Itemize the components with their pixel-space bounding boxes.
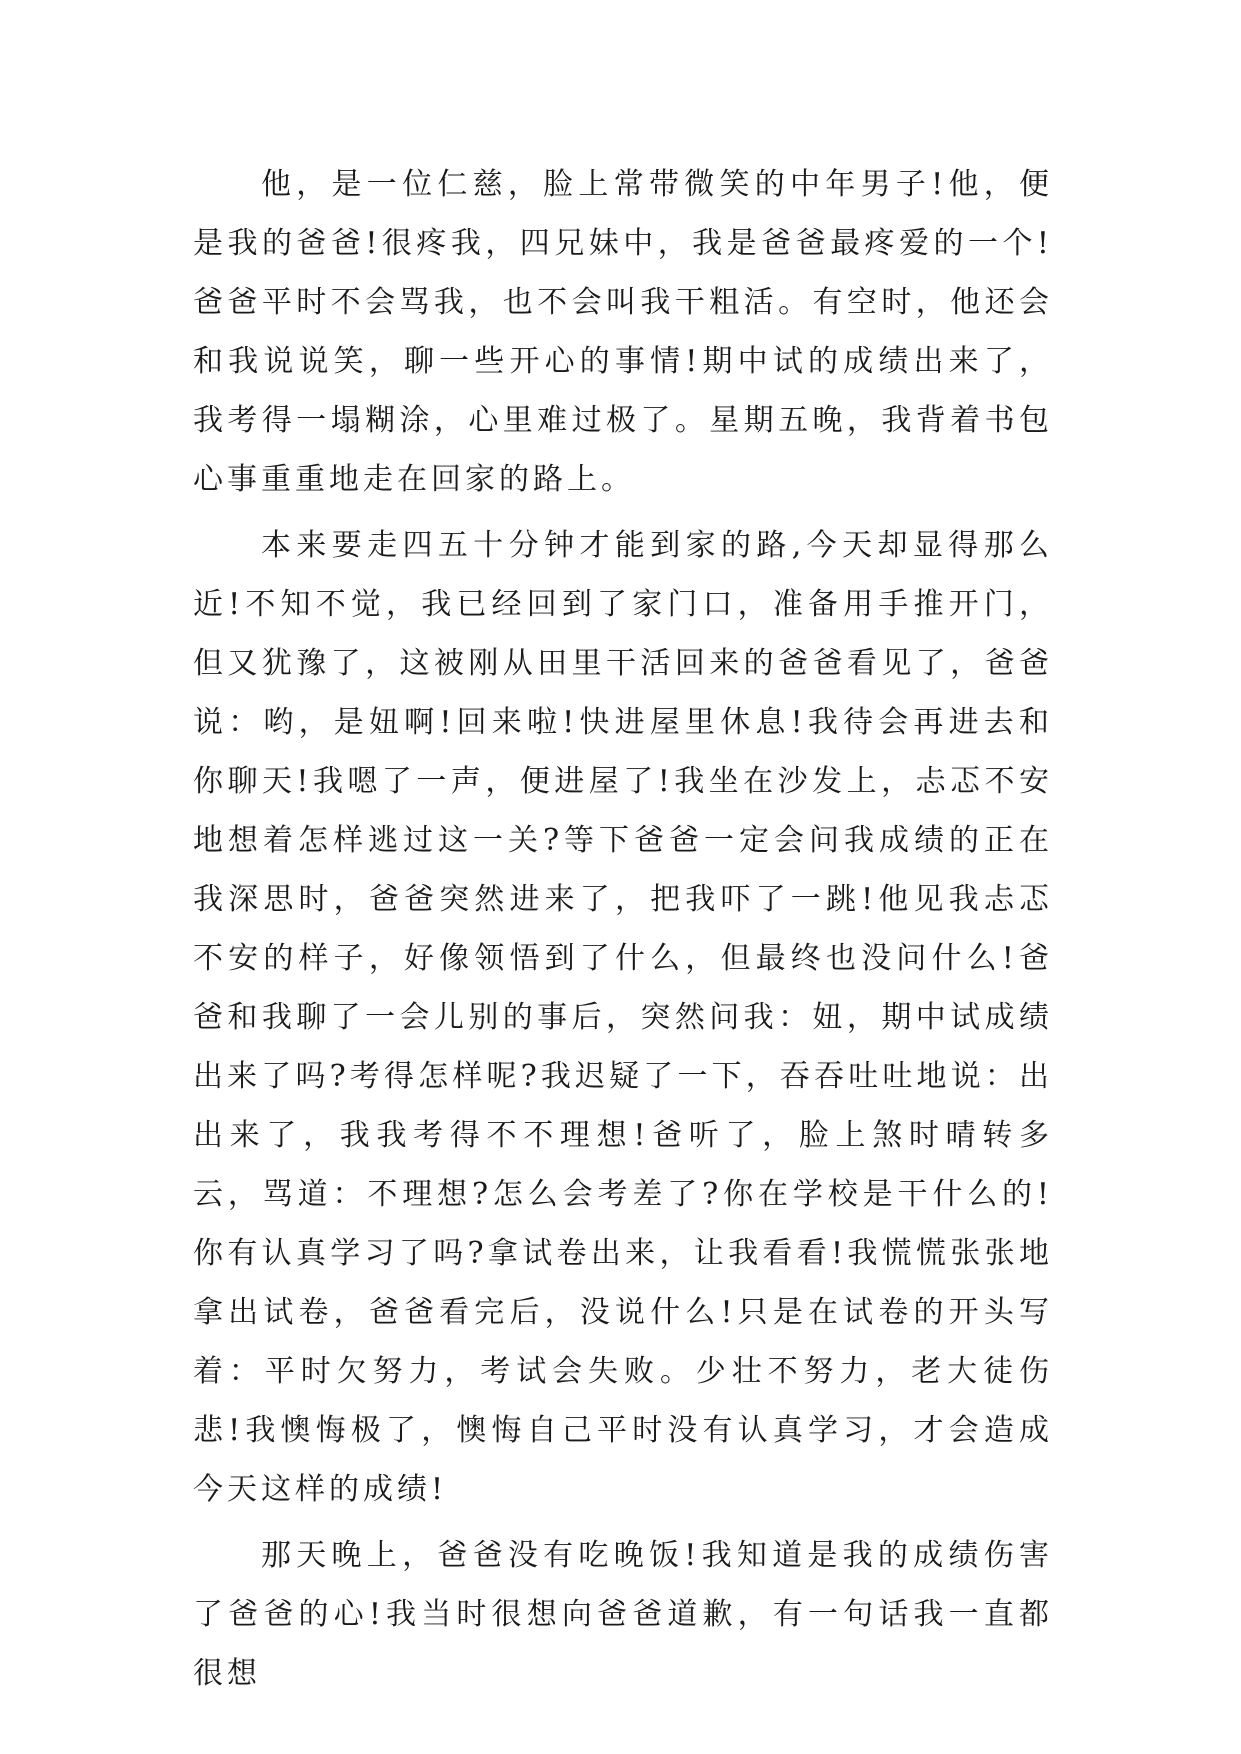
paragraph-1: 他，是一位仁慈，脸上常带微笑的中年男子!他，便是我的爸爸!很疼我，四兄妹中，我是爸爸最疼爱的一个!爸爸平时不会骂我，也不会叫我干粗活。有空时，他还会和我说说笑，聊一些开心的事情!期中试的成绩出来了，我考得一塌糊涂，心里难过极了。星期五晚，我背着书包心事重重地走在回家的路上。 bbox=[193, 167, 1053, 497]
paragraph-2: 本来要走四五十分钟才能到家的路,今天却显得那么近!不知不觉，我已经回到了家门口，准备用手推开门，但又犹豫了，这被刚从田里干活回来的爸爸看见了，爸爸说：哟，是妞啊!回来啦!快进屋里休息!我待会再进去和你聊天!我嗯了一声，便进屋了!我坐在沙发上，忐忑不安地想着怎样逃过这一关?等下爸爸一定会问我成绩的正在我深思时，爸爸突然进来了，把我吓了一跳!他见我忐忑不安的样子，好像领悟到了什么，但最终也没问什么!爸爸和我聊了一会儿别的事后，突然问我：妞，期中试成绩出来了吗?考得怎样呢?我迟疑了一下，吞吞吐吐地说：出出来了，我我考得不不理想!爸听了，脸上煞时晴转多云，骂道：不理想?怎么会考差了?你在学校是干什么的!你有认真学习了吗?拿试卷出来，让我看看!我慌慌张张地拿出试卷，爸爸看完后，没说什么!只是在试卷的开头写着：平时欠努力，考试会失败。少壮不努力，老大徒伤悲!我懊悔极了，懊悔自己平时没有认真学习，才会造成今天这样的成绩! bbox=[193, 528, 1053, 1507]
essay-body bbox=[193, 155, 1053, 1703]
paragraph-3: 那天晚上，爸爸没有吃晚饭!我知道是我的成绩伤害了爸爸的心!我当时很想向爸爸道歉，有一句话我一直都很想 bbox=[193, 1538, 1053, 1691]
